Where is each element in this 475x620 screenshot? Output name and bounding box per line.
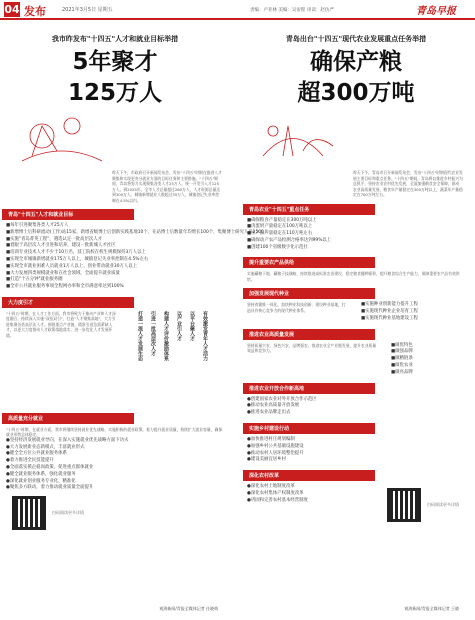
- list-item: ■打造"十五分钟"就业服务圈: [6, 277, 63, 283]
- list-item: ■实施"青岛菁英工程"，遴选认定一批高层次人才: [6, 236, 103, 242]
- right-open-list: [243, 397, 469, 417]
- list-item: ■实施现代种业企业培育工程: [361, 309, 418, 315]
- list-item: ●深化就业创业服务专业化、精准化: [6, 478, 76, 484]
- left-headline-2: 125万人: [67, 80, 162, 106]
- list-item: ●推动农业高质量开放发展: [247, 403, 300, 409]
- list-item: ■做优特色: [391, 342, 413, 348]
- left-headline-1: 5年聚才: [72, 49, 158, 75]
- right-section-tasks: 青岛农业"十四五"重点任务: [243, 204, 375, 215]
- left-intro: 昨天下午，市政府召开新闻发布会，发布"十四五"时期在推进人才聚集和实现更充分就业方面的目标任务和主要措施。"十四五"期间，青岛将努力实现聚集各类人才25万人，统一开发引入才125万人。到2025年，全市人才总量超过260万人，人才资源总量达到300万人，城镇新增就业人数超过35万人，城镇登记失业率控制在4.5%以内。: [112, 170, 222, 203]
- right-task-list: [243, 218, 469, 252]
- list-item: ●巩固和完善农村基本经营制度: [247, 497, 308, 503]
- right-section-open: 推进农业开放合作新高地: [243, 383, 375, 394]
- list-item: ●建设美丽宜居乡村: [247, 457, 286, 463]
- list-item: ■做强品牌: [391, 349, 413, 355]
- list-item: ●全面落实援企稳岗政策，促进重点群体就业: [6, 464, 94, 470]
- list-item: ■新增博士后科研流动(工作)站15家，新增省级博士后创新实践基地10个，在站博士后数量年均增长100个，集聚博士研究人员2500人: [6, 229, 269, 235]
- section-name: 发布: [24, 5, 46, 18]
- issue-date: 2021年3月5日 星期五: [62, 7, 113, 13]
- right-section-reform: 深化农村改革: [243, 470, 375, 481]
- list-item: ■创建100个省级数字化示范社: [247, 244, 308, 250]
- list-item: ●坚持经济发展就业导向，在深入实施就业优先战略方面下功夫: [6, 437, 129, 443]
- left-byline: 观海新闻/青报全媒体记者 任晓萌: [159, 606, 218, 611]
- right-byline: 观海新闻/青报全媒体记者 王晓: [404, 606, 459, 611]
- right-reform-list: [243, 484, 373, 526]
- right-qr-block[interactable]: [377, 484, 469, 526]
- staff-credits: 责编：卢亚林 美编：吴宙程 审读：赵仿严: [250, 8, 334, 13]
- list-item: ●深化农村土地制度改革: [247, 484, 295, 490]
- right-section-supply: 提升重要农产品供给: [243, 257, 375, 268]
- list-item: ●推动农村人居环境整治提升: [247, 450, 304, 456]
- list-item: ●创建国家农业对外开放合作示范区: [247, 396, 317, 402]
- left-qr-caption: 扫码阅读更多详情: [52, 510, 84, 516]
- right-supply-body: 实施藏粮于地、藏粮于技战略，持续推进高标准农田建设，稳定粮食播种面积，提升粮食综合生产能力，保障重要农产品有效供给。: [247, 271, 460, 282]
- right-illustration: [243, 106, 469, 166]
- right-rural-list: [243, 437, 469, 464]
- list-item: ■全市公共就业服务事项全程网办率和全市满意率达到100%: [6, 284, 124, 290]
- list-item: ■肉蛋奶产量稳定在100万吨以上: [247, 224, 313, 230]
- right-seed-body: 坚持育繁推一体化，加快种业科技创新，建设种业基地，打造具有核心竞争力的现代种业体系。: [247, 302, 346, 313]
- list-item: ●大力发展新业态新模式，丰富就业形式: [6, 444, 85, 450]
- right-section-rural: 实施乡村建设行动: [243, 423, 375, 434]
- left-qr-block[interactable]: [2, 492, 228, 534]
- list-item: ■水产品产量稳定在110万吨左右: [247, 231, 313, 237]
- left-goal-list: [2, 223, 269, 291]
- list-item: ■做亮品牌: [391, 369, 413, 375]
- qr-code-icon[interactable]: [387, 488, 421, 522]
- right-quality-body: 坚持质量兴农、绿色兴农、品牌强农，推进农业全产业链发展，提升农业质量效益和竞争力。: [247, 342, 377, 354]
- page-header: [0, 0, 475, 20]
- keyword-item: 以产业引人才: [176, 310, 182, 341]
- keyword-item: 构建人才评价激励体系: [163, 310, 169, 361]
- right-article: [243, 26, 469, 612]
- left-keywords: [136, 311, 208, 407]
- list-item: ■大力发展四类规模就业和在社会领域，全面提升就业质量: [6, 270, 120, 276]
- list-item: ■确保粮食产量稳定在300万吨以上: [247, 217, 317, 223]
- list-item: ●加快推进村庄规划编制: [247, 437, 295, 443]
- list-item: ●着力推进全民技能提升: [6, 458, 54, 464]
- right-quality-list: [387, 343, 417, 377]
- list-item: ■实现全市城镇新增就业175万人以上，城镇登记失业率控制在4.5%左右: [6, 256, 149, 262]
- left-talent-body: "十四五"时期，在人才工作方面，我市将致力于推动产业和人才深度融合，持续深入实施"双招双引"，打造"人才聚集高地"，大力引进集聚各类高层次人才。围绕重点产业链，精准引进急需紧缺人才，以更大力度推动人才政策落地落实，进一步优化人才发展环境。: [6, 310, 116, 338]
- right-headline-1: 确保产粮: [310, 49, 402, 75]
- list-item: ■培训专业技术人才不少于10万名，技工院校在校生规模保持3万人以上: [6, 250, 146, 256]
- list-item: ●深化农村集体产权制度改革: [247, 491, 304, 497]
- left-section-goals: 青岛"十四五"人才和就业目标: [2, 209, 134, 220]
- right-headline-2: 超300万吨: [297, 80, 415, 106]
- page-number: 04: [4, 3, 20, 16]
- keyword-item: 以平台聚人才: [189, 310, 195, 341]
- right-section-seed: 加强发展现代种业: [243, 288, 375, 299]
- keyword-item: 打造一流人才发展生态: [137, 310, 143, 361]
- left-section-talent: 大力度引才: [2, 297, 134, 308]
- right-section-quality: 推进农业高质量发展: [243, 329, 375, 340]
- list-item: ●健全就业服务体系，强化就业服务: [6, 471, 76, 477]
- list-item: ■实施种业创新能力提升工程: [361, 302, 418, 308]
- list-item: ■实施现代种业基地建设工程: [361, 315, 418, 321]
- list-item: ■实现全市就业困难人员就业1万人以上，创业带动就业30万人以上: [6, 263, 138, 269]
- list-item: ●健全全方位公共就业服务体系: [6, 451, 67, 457]
- list-item: ●聚焦多方联动，着力推动就业质量全面提升: [6, 485, 94, 491]
- right-subtitle: 青岛出台"十四五"现代农业发展重点任务举措: [285, 35, 427, 43]
- list-item: ■每年引进聚集各类人才25万人: [6, 223, 69, 228]
- right-seed-list: [357, 302, 422, 322]
- list-item: ■做优农业: [391, 363, 413, 369]
- list-item: ■确保动产农产品检测合格率达到99%以上: [247, 237, 332, 243]
- left-subtitle: 我市昨发布"十四五"人才和就业目标举措: [51, 35, 179, 43]
- left-employment-body: "十四五"时期，在就业方面，我市将继续坚持就业优先战略，实施积极的就业政策，着力提升就业质量，持续扩大就业容量，确保就业形势总体稳定。: [6, 426, 223, 438]
- paper-logo: 青岛早报: [416, 6, 456, 17]
- right-qr-caption: 扫码阅读更多详情: [427, 502, 459, 508]
- left-employment-list: [2, 438, 228, 492]
- list-item: ■做精链条: [391, 356, 413, 362]
- left-section-employment: 高质量充分就业: [2, 413, 134, 424]
- left-illustration: [2, 106, 228, 166]
- keyword-item: 有效激发青年人才活力: [202, 310, 208, 361]
- list-item: ■着眼于高层次人才引进和培养，建设一批新城人才社区: [6, 243, 116, 249]
- right-intro: 昨天下午，青岛市召开新闻发布会，发布"十四五"时期现代农业发展主要目标和重点任务。"十四五"期间，青岛将以推进乡村振兴为总抓手，坚持农业农村优先发展，全面加强粮食安全保障，推动农业高质量发展，粮食年产量稳定在300万吨以上，蔬菜年产量稳定在700万吨左右。: [353, 170, 463, 197]
- list-item: ●推进农业品牌走出去: [247, 410, 291, 416]
- qr-code-icon[interactable]: [12, 496, 46, 530]
- list-item: ●加强乡村公共基础设施建设: [247, 443, 304, 449]
- keyword-item: 引进一批高层次人才: [150, 310, 156, 356]
